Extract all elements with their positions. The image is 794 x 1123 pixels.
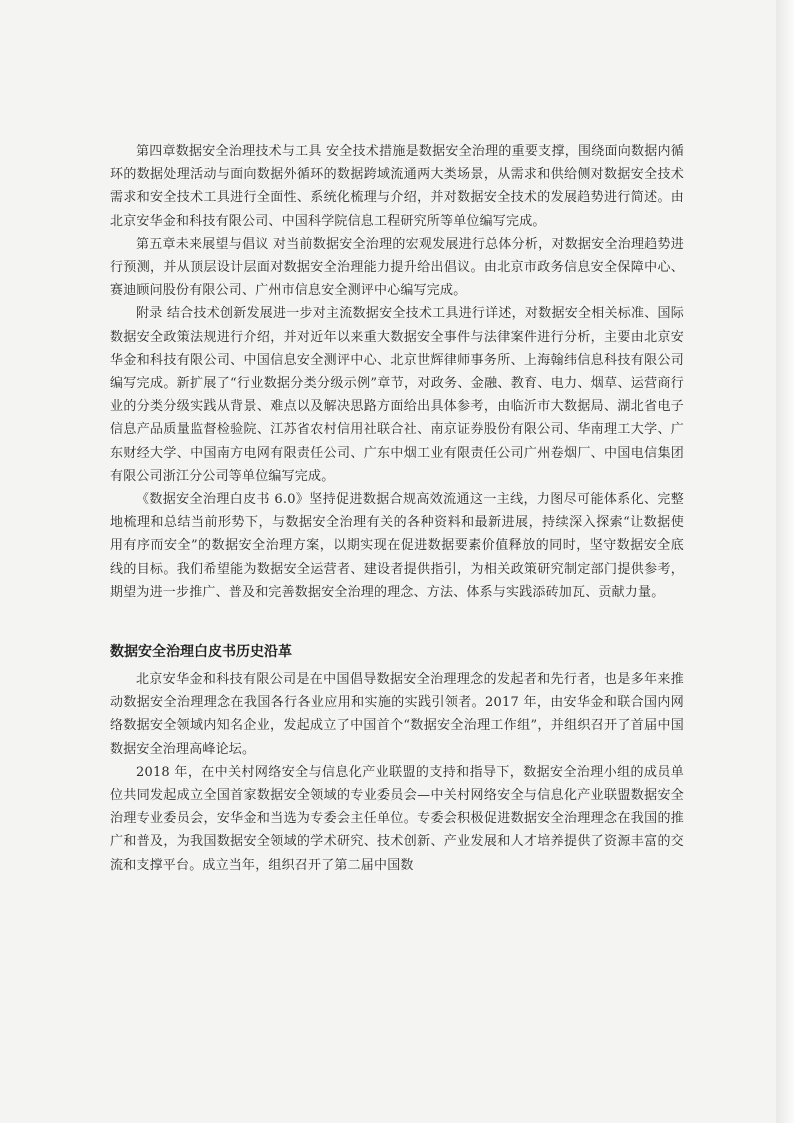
- section-heading-history: 数据安全治理白皮书历史沿革: [110, 644, 292, 661]
- paragraph-history-2: 2018 年，在中关村网络安全与信息化产业联盟的支持和指导下，数据安全治理小组的成员单位共同发起成立全国首家数据安全领域的专业委员会—中关村网络安全与信息化产业联盟数据安全治理专业委员会，安华金和当选为专委会主任单位。专委会积极促进数据安全治理理念在我国的推广和普及，为我国数据安全领域的学术研究、技术创新、产业发展和人才培养提供了资源丰富的交流和支撑平台。成立当年，组织召开了第二届中国数: [110, 764, 684, 873]
- paragraph-appendix: 附录 结合技术创新发展进一步对主流数据安全技术工具进行详述，对数据安全相关标准、国际数据安全政策法规进行介绍，并对近年以来重大数据安全事件与法律案件进行分析，主要由北京安华金和科技有限公司、中国信息安全测评中心、北京世辉律师事务所、上海翰纬信息科技有限公司编写完成。新扩展了“行业数据分类分级示例”章节，对政务、金融、教育、电力、烟草、运营商行业的分类分级实践从背景、难点以及解决思路方面给出具体参考，由临沂市大数据局、湖北省电子信息产品质量监督检验院、江苏省农村信用社联合社、南京证券股份有限公司、华南理工大学、广东财经大学、中国南方电网有限责任公司、广东中烟工业有限责任公司广州卷烟厂、中国电信集团有限公司浙江分公司等单位编写完成。: [110, 306, 684, 484]
- page-edge-shadow: [776, 0, 794, 1123]
- page-content: [110, 140, 684, 877]
- paragraph-chapter-5: 第五章未来展望与倡议 对当前数据安全治理的宏观发展进行总体分析，对数据安全治理趋势进行预测，并从顶层设计层面对数据安全治理能力提升给出倡议。由北京市政务信息安全保障中心、赛迪顾问股份有限公司、广州市信息安全测评中心编写完成。: [110, 236, 684, 299]
- paragraph-history-1: 北京安华金和科技有限公司是在中国倡导数据安全治理理念的发起者和先行者，也是多年来推动数据安全治理理念在我国各行各业应用和实施的实践引领者。2017 年，由安华金和联合国内网络数据安全领域内知名企业，发起成立了中国首个“数据安全治理工作组”，并组织召开了首届中国数据安全治理高峰论坛。: [110, 672, 684, 757]
- paragraph-chapter-4: 第四章数据安全治理技术与工具 安全技术措施是数据安全治理的重要支撑，围绕面向数据内循环的数据处理活动与面向数据外循环的数据跨域流通两大类场景，从需求和供给侧对数据安全技术需求和安全技术工具进行全面性、系统化梳理与介绍，并对数据安全技术的发展趋势进行简述。由北京安华金和科技有限公司、中国科学院信息工程研究所等单位编写完成。: [110, 144, 684, 229]
- paragraph-whitepaper-summary: 《数据安全治理白皮书 6.0》坚持促进数据合规高效流通这一主线，力图尽可能体系化、完整地梳理和总结当前形势下，与数据安全治理有关的各种资料和最新进展，持续深入探索“让数据使用有序而安全”的数据安全治理方案，以期实现在促进数据要素价值释放的同时，坚守数据安全底线的目标。我们希望能为数据安全运营者、建设者提供指引，为相关政策研究制定部门提供参考，期望为进一步推广、普及和完善数据安全治理的理念、方法、体系与实践添砖加瓦、贡献力量。: [110, 492, 684, 600]
